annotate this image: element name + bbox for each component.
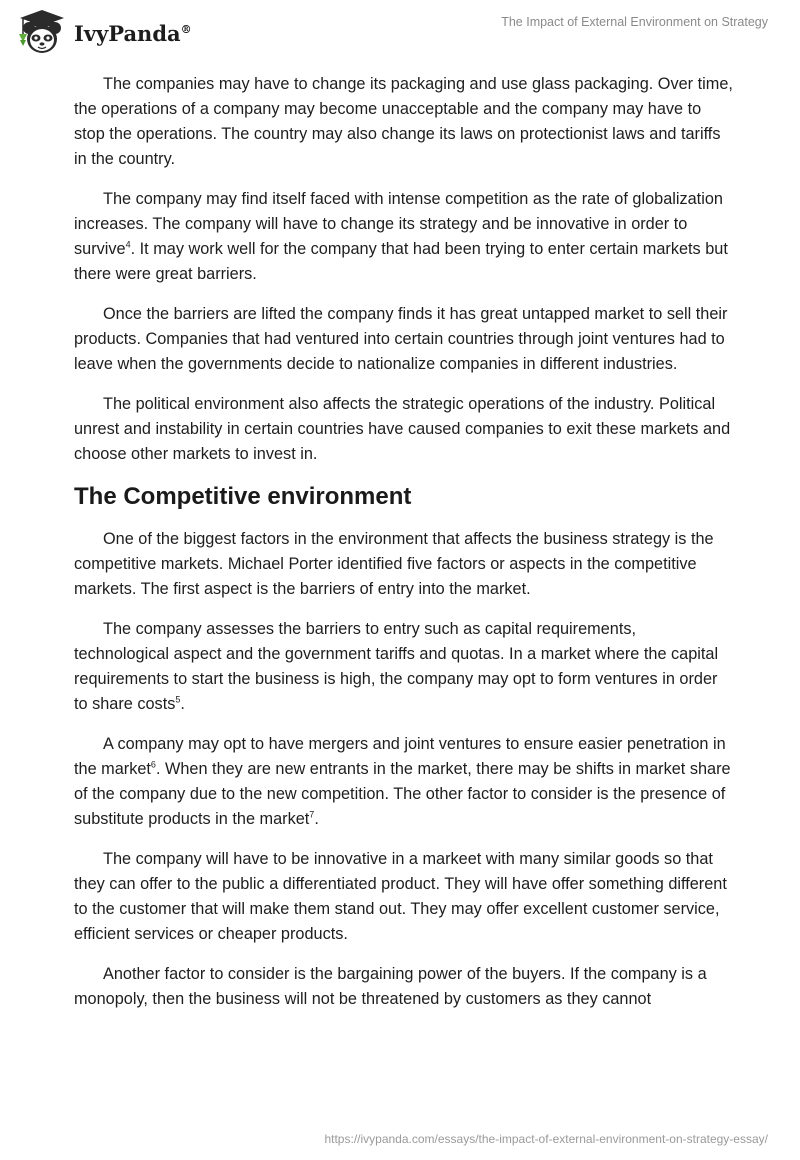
paragraph: A company may opt to have mergers and joint ventures to ensure easier penetration in the market$^6$. When they are new entrants in the market, there may be shifts in market share of the company due to the new competition. The other factor to consider is the presence of substitute products in the market$^7$. [74,735,731,828]
document-title: The Impact of External Environment on Strategy [501,15,768,29]
paragraph: The company may find itself faced with intense competition as the rate of globalization increases. The company will have to change its strategy and be innovative in order to survive$^4$. It may work well for the company that had been trying to enter certain markets but there were great barriers. [74,190,728,283]
source-url[interactable]: https://ivypanda.com/essays/the-impact-of-external-environment-on-strategy-essay/ [324,1132,768,1146]
paragraph: Once the barriers are lifted the company finds it has great untapped market to sell their products. Companies that had ventured into certain countries through joint ventures had to leave when the governments decide to nationalize companies in different industries. [74,305,728,373]
footnote-ref[interactable]: 6 [150,759,156,770]
panda-graduate-icon [14,8,70,56]
paragraph: The companies may have to change its packaging and use glass packaging. Over time, the operations of a company may become unacceptable and the company may have to stop the operations. The country may also change its laws on protectionist laws and tariffs in the country. [74,75,733,168]
paragraph: One of the biggest factors in the environment that affects the business strategy is the competitive markets. Michael Porter identified five factors or aspects in the competitive markets. The first aspect is the barriers of entry into the market. [74,530,714,598]
essay-body [74,72,734,1027]
footnote-ref[interactable]: 5 [175,694,181,705]
footnote-ref[interactable]: 7 [309,809,315,820]
paragraph: The company assesses the barriers to entry such as capital requirements, technological aspect and the government tariffs and quotas. In a market where the capital requirements to start the business is high, the company may opt to form ventures in order to share costs$^5$. [74,620,719,713]
paragraph: The political environment also affects the strategic operations of the industry. Political unrest and instability in certain countries have caused companies to exit these markets and choose other markets to invest in. [74,395,731,463]
page-header [0,0,800,70]
logo[interactable] [14,8,192,56]
paragraph: Another factor to consider is the bargaining power of the buyers. If the company is a monopoly, then the business will not be threatened by customers as they cannot [74,965,707,1008]
footnote-ref[interactable]: 4 [125,239,131,250]
section-heading: The Competitive environment [74,483,412,510]
paragraph: The company will have to be innovative in a markeet with many similar goods so that they can offer to the public a differentiated product. They will have offer something different to the customer that will make them stand out. They may offer excellent customer service, efficient services or cheaper products. [74,850,727,943]
brand-name: IvyPanda® [74,20,192,46]
